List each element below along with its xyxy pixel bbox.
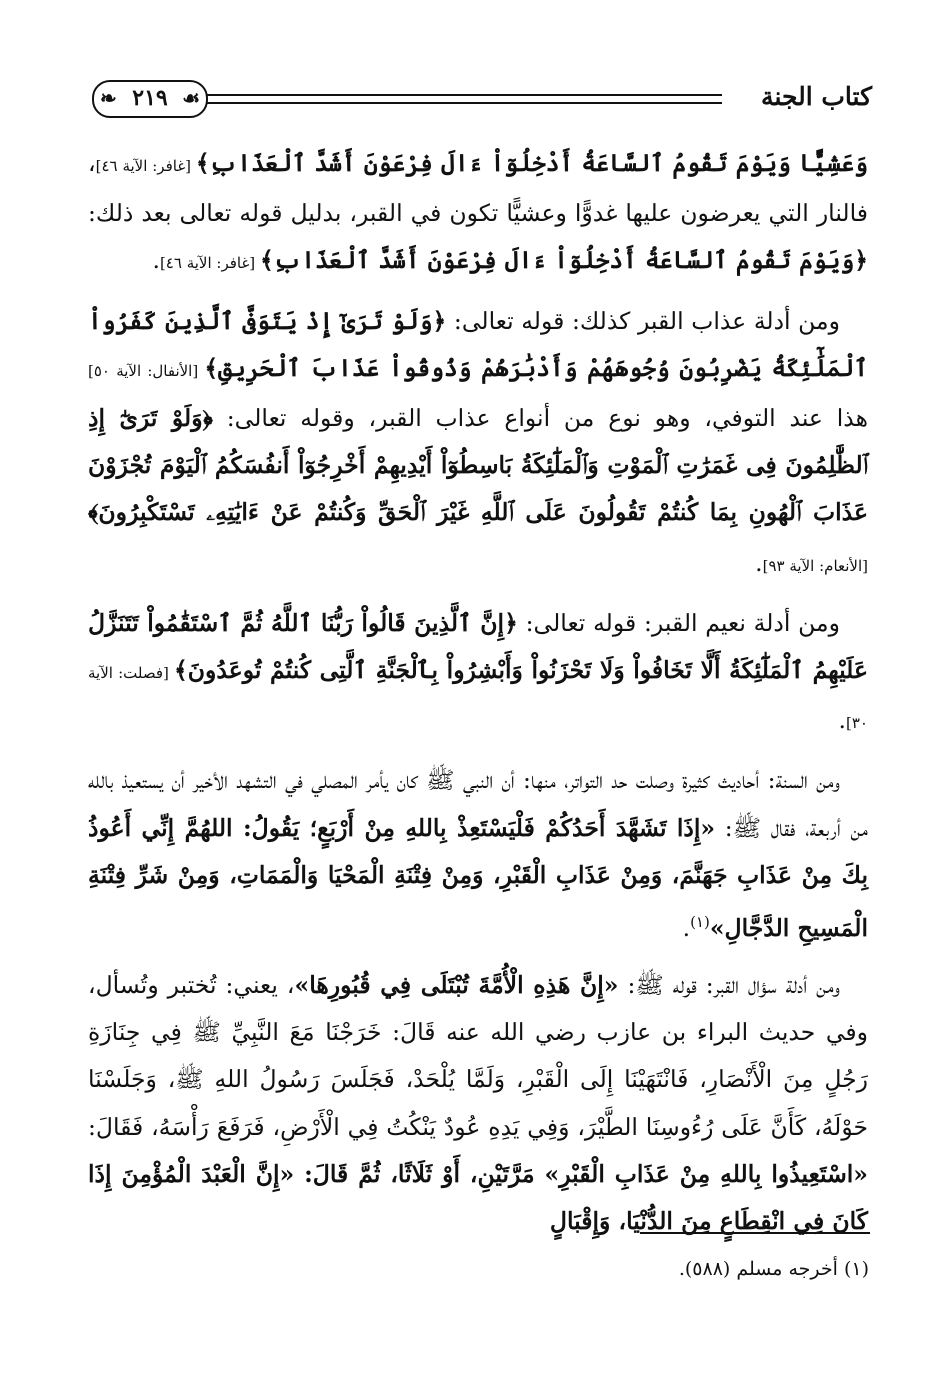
quran-verse: ﴿وَيَوْمَ تَقُومُ ٱلسَّاعَةُ أَدْخِلُوٓاْ ءَالَ فِرْعَوْنَ أَشَدَّ ٱلْعَذَابِ﴾ xyxy=(259,246,868,275)
quran-verse: ﴿إِنَّ ٱلَّذِينَ قَالُواْ رَبُّنَا ٱللَّهُ ثُمَّ ٱسْتَقَٰمُواْ تَتَنَزَّلُ عَلَيْهِمُ ٱلْمَلَٰٓئِكَةُ أَلَّا تَخَافُواْ وَلَا تَحْزَنُواْ وَأَبْشِرُواْ بِٱلْجَنَّةِ ٱلَّتِى كُنتُمْ تُوعَدُونَ﴾ xyxy=(88,608,868,685)
header-rule xyxy=(202,94,722,104)
paragraph-text: هذا عند التوفي، وهو نوع من أنواع عذاب القبر، وقوله تعالى: xyxy=(212,404,868,433)
paragraph xyxy=(88,600,868,748)
main-text xyxy=(88,140,868,1255)
verse-reference: [الأنعام: الآية ٩٣] xyxy=(762,556,868,575)
paragraph-text: ومن أدلة سؤال القبر: قوله ﷺ: xyxy=(618,971,840,1000)
sentence-end: . xyxy=(755,548,763,577)
paragraph-text: ومن أدلة عذاب القبر كذلك: قوله تعالى: xyxy=(446,306,840,335)
sentence-end: . xyxy=(152,246,160,275)
quran-verse: ﴿وَلَوْ تَرَىٰٓ إِذِ ٱلظَّٰلِمُونَ فِى غَمَرَٰتِ ٱلْمَوْتِ وَٱلْمَلَٰٓئِكَةُ بَاسِطُوٓاْ أَيْدِيهِمْ أَخْرِجُوٓاْ أَنفُسَكُمُ ٱلْيَوْمَ تُجْزَوْنَ عَذَابَ ٱلْهُونِ بِمَا كُنتُمْ تَقُولُونَ عَلَى ٱللَّهِ غَيْرَ ٱلْحَقِّ وَكُنتُمْ عَنْ ءَايَٰتِهِۦ تَسْتَكْبِرُونَ﴾ xyxy=(88,404,868,527)
hadith-quote: «إِذَا تَشَهَّدَ أَحَدُكُمْ فَلْيَسْتَعِذْ بِاللهِ مِنْ أَرْبَعٍ؛ يَقُولُ: اللهُمَّ إِنِّي أَعُوذُ بِكَ مِنْ عَذَابِ جَهَنَّمَ، وَمِنْ عَذَابِ الْقَبْرِ، وَمِنْ فِتْنَةِ الْمَحْيَا وَالْمَمَاتِ، وَمِنْ شَرِّ فِتْنَةِ الْمَسِيحِ الدَّجَّالِ» xyxy=(88,813,868,942)
paragraph xyxy=(88,298,868,590)
verse-reference: [الأنفال: الآية ٥٠] xyxy=(88,361,205,380)
quran-verse: ﴿وَلَوْ تَرَىٰٓ إِذْ يَتَوَفَّى ٱلَّذِينَ كَفَرُواْ ٱلْمَلَٰٓئِكَةُ يَضْرِبُونَ وُجُوهَهُمْ وَأَدْبَٰرَهُمْ وَذُوقُواْ عَذَابَ ٱلْحَرِيقِ﴾ xyxy=(88,306,868,382)
sentence-end: . xyxy=(838,706,847,735)
page-number: ٢١٩ xyxy=(132,85,168,111)
verse-reference: [غافر: الآية ٤٦] xyxy=(95,157,196,175)
book-title: كتاب الجنة xyxy=(761,82,872,111)
hadith-quote: «اسْتَعِيذُوا بِاللهِ مِنْ عَذَابِ الْقَبْرِ» xyxy=(544,1159,868,1188)
quran-verse: وَعَشِيًّا وَيَوْمَ تَقُومُ ٱلسَّاعَةُ أَدْخِلُوٓاْ ءَالَ فِرْعَوْنَ أَشَدَّ ٱلْعَذَابِ﴾ xyxy=(195,149,868,177)
paragraph-text: ومن أدلة نعيم القبر: قوله تعالى: xyxy=(517,608,840,637)
hadith-quote: «إِنَّ هَذِهِ الْأُمَّةَ تُبْتَلَى فِي قُبُورِهَا» xyxy=(294,971,619,1000)
paragraph xyxy=(88,757,868,952)
paragraph-text: مَرَّتَيْنِ، أَوْ ثَلَاثًا، ثُمَّ قَالَ: «إِنَّ الْعَبْدَ الْمُؤْمِنَ إِذَا كَانَ فِي انْقِطَاعٍ مِنَ الدُّنْيَا، وَإِقْبَالٍ xyxy=(88,1159,868,1236)
ornament-right-icon: ☙ xyxy=(182,86,200,110)
paragraph-text: ، يعني: تُختبر وتُسأل، وفي حديث البراء بن عازب رضي الله عنه قَالَ: خَرَجْنَا مَعَ النَّبِيِّ ﷺ فِي جِنَازَةِ رَجُلٍ مِنَ الْأَنْصَارِ، فَانْتَهَيْنَا إِلَى الْقَبْرِ، وَلَمَّا يُلْحَدْ، فَجَلَسَ رَسُولُ اللهِ ﷺ، وَجَلَسْنَا حَوْلَهُ، كَأَنَّ عَلَى رُءُوسِنَا الطَّيْرَ، وَفِي يَدِهِ عُودٌ يَنْكُتُ فِي الْأَرْضِ، فَرَفَعَ رَأْسَهُ، فَقَالَ: xyxy=(88,971,868,1141)
footnote: (١) أخرجه مسلم (٥٨٨). xyxy=(678,1258,869,1280)
page-header xyxy=(92,78,872,118)
paragraph xyxy=(88,962,868,1245)
footnote-rule xyxy=(640,1232,870,1234)
paragraph xyxy=(88,140,868,288)
sentence-end: . xyxy=(682,913,691,942)
page-number-badge xyxy=(92,80,208,118)
ornament-left-icon: ❧ xyxy=(100,86,117,110)
paragraph-text: ، فالنار التي يعرضون عليها غدوًّا وعشيًّا تكون في القبر، بدليل قوله تعالى بعد ذلك: xyxy=(88,149,868,228)
verse-reference: [غافر: الآية ٤٦] xyxy=(159,254,260,273)
footnote-marker: (١) xyxy=(690,913,710,932)
verse-reference: [فصلت: الآية ٣٠] xyxy=(88,664,868,733)
paragraph-text: ومن السنة: أحاديث كثيرة وصلت حد التواتر، منها: أن النبي ﷺ كان يأمر المصلي في التشهد الأخير أن يستعيذ بالله من أربعة، فقال ﷺ: xyxy=(88,766,868,842)
